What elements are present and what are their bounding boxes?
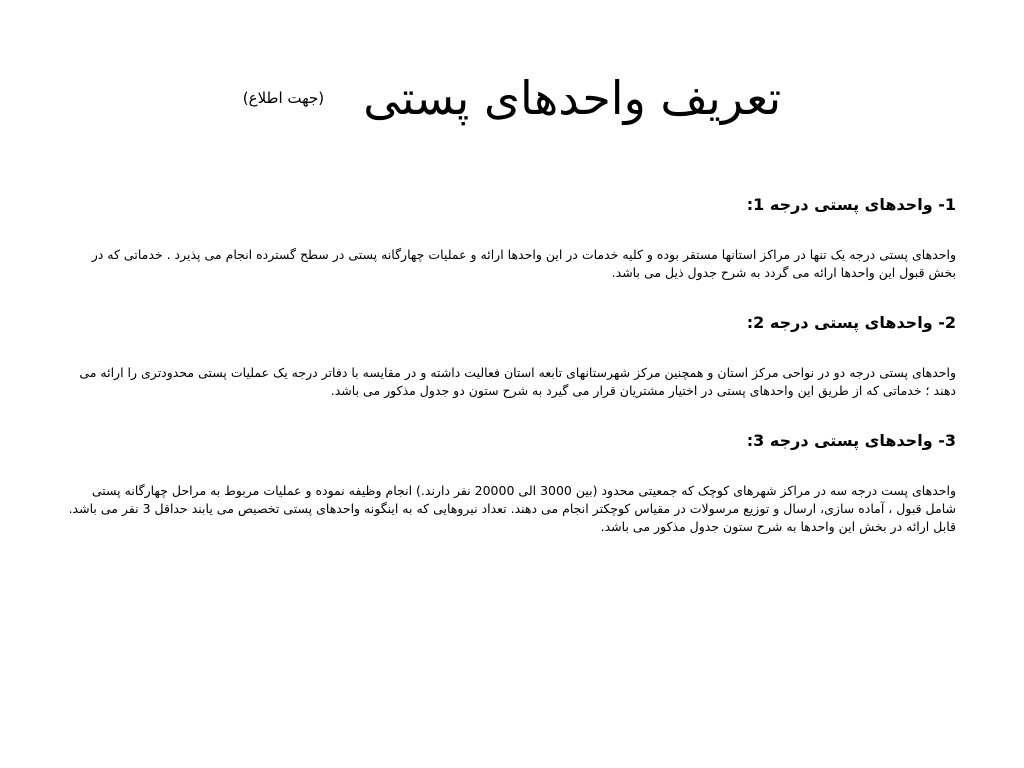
section-heading-1: 1- واحدهای پستی درجه 1: (746, 195, 956, 214)
section-heading-3: 3- واحدهای پستی درجه 3: (746, 431, 956, 450)
slide-content (64, 192, 956, 536)
title-row (0, 58, 1024, 138)
title-note: (جهت اطلاع) (242, 89, 325, 107)
section-body-3: واحدهای پست درجه سه در مراکز شهرهای کوچک که جمعیتی محدود (بین 3000 الی 20000 نفر دارند.) انجام وظیفه نموده و عملیات مربوط به مراحل چهارگانه پستی شامل قبول ، آماده سازی، ارسال و توزیع مرسولات در مقیاس کوچکتر انجام می دهند. تعداد نیروهایی که به اینگونه واحدهای پستی تخصیص می یابند حداقل 3 نفر می باشد. قابل ارائه در بخش این واحدها به شرح ستون جدول مذکور می باشد. (68, 483, 956, 534)
slide-title: تعریف واحدهای پستی (363, 71, 782, 125)
section-body-1: واحدهای پستی درجه یک تنها در مراکز استانها مستقر بوده و کلیه خدمات در این واحدها ارائه و عملیات چهارگانه پستی در سطح گسترده انجام می پذیرد . خدماتی که در بخش قبول این واحدها ارائه می گردد به شرح جدول ذیل می باشد. (91, 247, 956, 280)
section-body-2: واحدهای پستی درجه دو در نواحی مرکز استان و همچنین مرکز شهرستانهای تابعه استان فعالیت داشته و در مقایسه با دفاتر درجه یک عملیات پستی محدودتری را ارائه می دهند ؛ خدماتی که از طریق این واحدهای پستی در اختیار مشتریان قرار می گیرد به شرح ستون دو جدول مذکور می باشد. (79, 365, 956, 398)
section-heading-2: 2- واحدهای پستی درجه 2: (746, 313, 956, 332)
